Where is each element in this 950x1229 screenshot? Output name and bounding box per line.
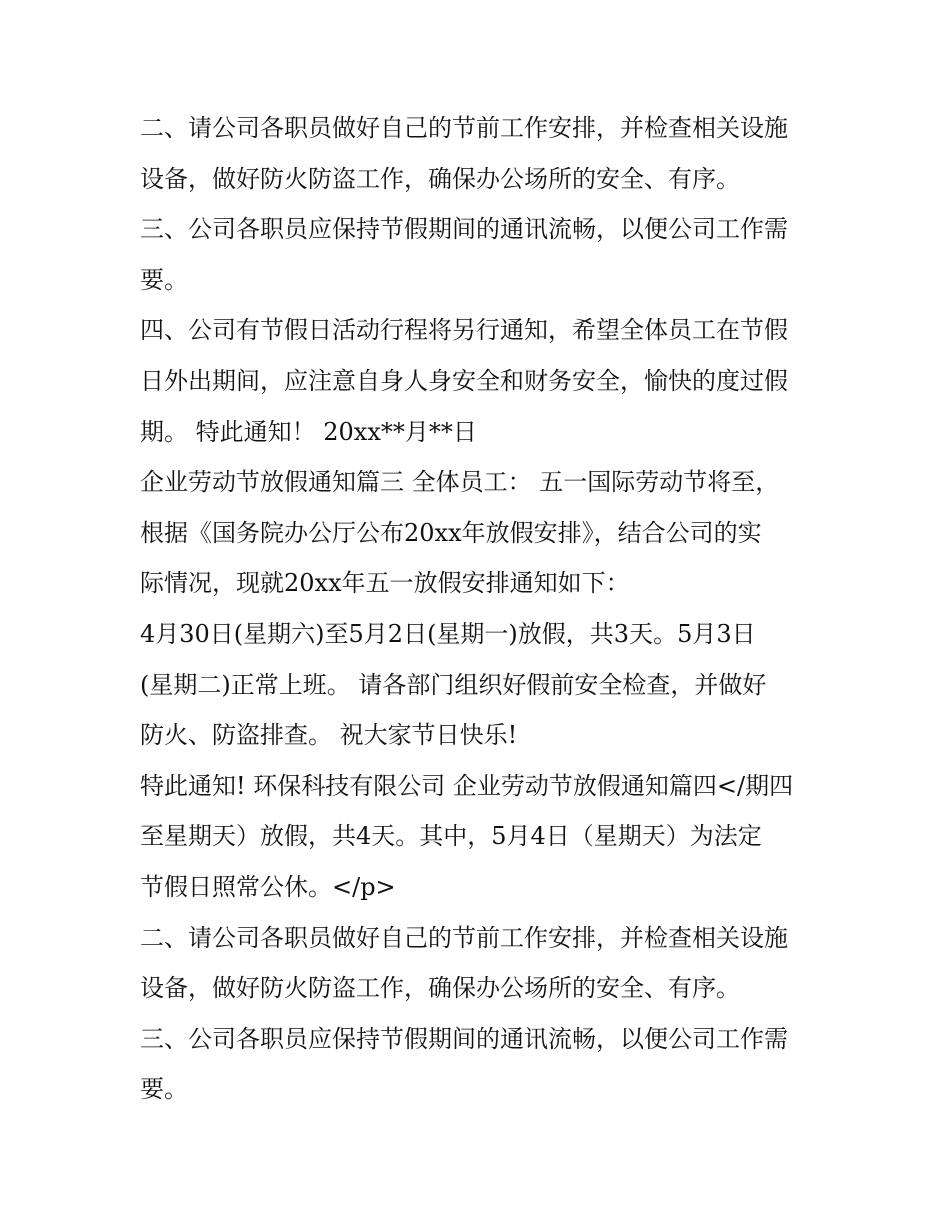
paragraph-item-3-communication <box>140 204 812 305</box>
text-line: 至星期天）放假，共4天。其中，5月4日（星期天）为法定 <box>140 822 762 851</box>
text-line: 设备，做好防火防盗工作，确保办公场所的安全、有序。 <box>140 974 740 1003</box>
text-line: 四、公司有节假日活动行程将另行通知，希望全体员工在节假 <box>140 316 788 345</box>
paragraph-item-2-facilities <box>140 103 812 204</box>
paragraph-item-4-activities <box>140 305 812 457</box>
text-line: 三、公司各职员应保持节假期间的通讯流畅，以便公司工作需 <box>140 215 788 244</box>
document-body <box>140 103 812 1115</box>
text-line: 日外出期间，应注意自身人身安全和财务安全，愉快的度过假 <box>140 366 788 395</box>
text-line: 二、请公司各职员做好自己的节前工作安排，并检查相关设施 <box>140 114 788 142</box>
paragraph-item-3-communication-repeat <box>140 1014 812 1115</box>
paragraph-notice-part-4 <box>140 761 812 913</box>
text-line: 要。 <box>140 1075 188 1104</box>
text-line: (星期二)正常上班。 请各部门组织好假前安全检查，并做好 <box>140 670 767 699</box>
text-line: 企业劳动节放假通知篇三 全体员工： 五一国际劳动节将至， <box>140 468 780 497</box>
paragraph-holiday-dates <box>140 609 812 761</box>
text-line: 特此通知! 环保科技有限公司 企业劳动节放假通知篇四</期四 <box>140 771 794 800</box>
text-line: 际情况，现就20xx年五一放假安排通知如下： <box>140 569 630 598</box>
text-line: 根据《国务院办公厅公布20xx年放假安排》，结合公司的实 <box>140 518 762 547</box>
text-line: 节假日照常公休。</p> <box>140 872 396 901</box>
text-line: 要。 <box>140 265 188 294</box>
text-line: 4月30日(星期六)至5月2日(星期一)放假，共3天。5月3日 <box>140 619 756 648</box>
paragraph-item-2-facilities-repeat <box>140 913 812 1014</box>
text-line: 设备，做好防火防盗工作，确保办公场所的安全、有序。 <box>140 164 740 193</box>
text-line: 期。 特此通知！ 20xx**月**日 <box>140 417 477 446</box>
paragraph-notice-part-3 <box>140 457 812 609</box>
text-line: 三、公司各职员应保持节假期间的通讯流畅，以便公司工作需 <box>140 1024 788 1053</box>
text-line: 二、请公司各职员做好自己的节前工作安排，并检查相关设施 <box>140 923 788 952</box>
text-line: 防火、防盗排查。 祝大家节日快乐! <box>140 721 518 750</box>
